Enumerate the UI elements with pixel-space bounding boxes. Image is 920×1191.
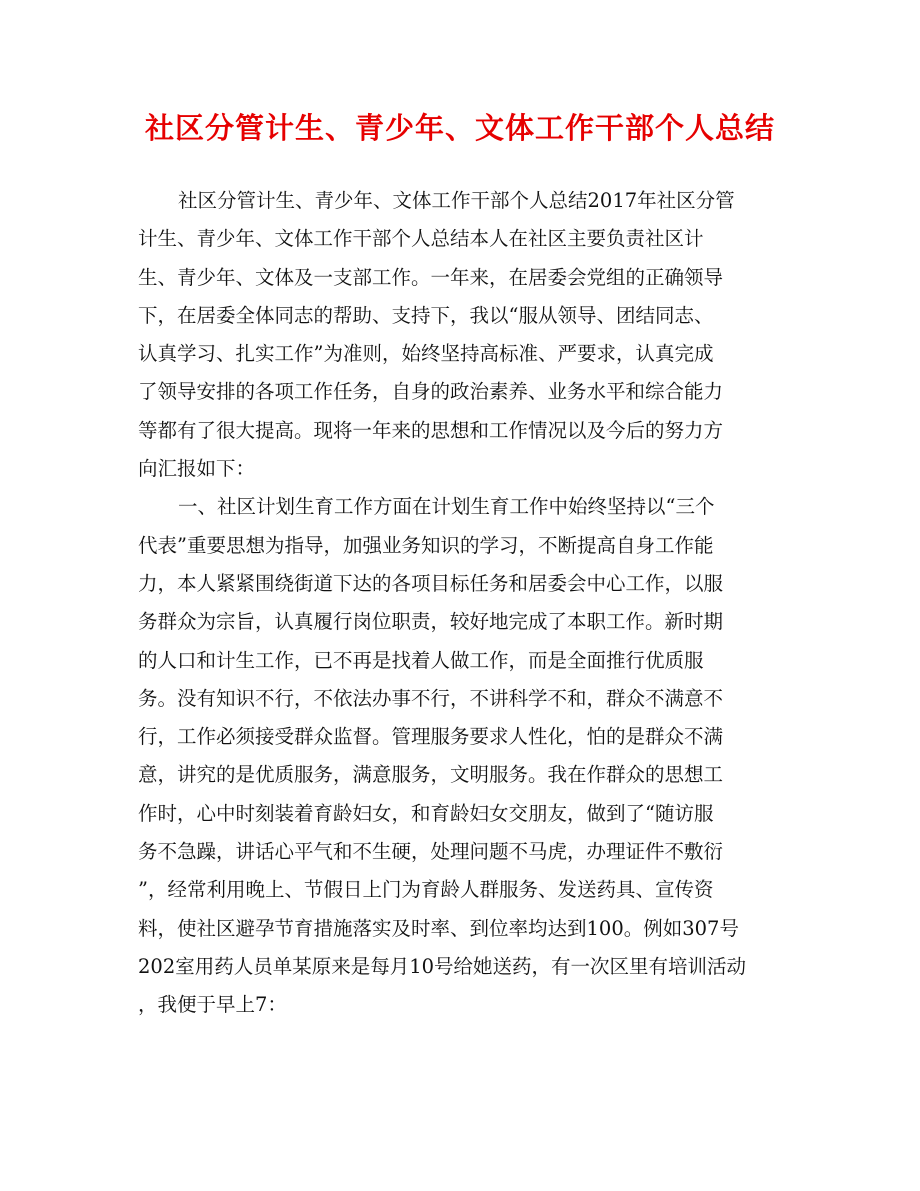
paragraph-line: 等都有了很大提高。现将一年来的思想和工作情况以及今后的努力方 <box>138 418 724 442</box>
paragraph-line: ”，经常利用晚上、节假日上门为育龄人群服务、发送药具、宣传资 <box>138 878 714 902</box>
document-title: 社区分管计生、青少年、文体工作干部个人总结 <box>144 111 775 145</box>
paragraph-line: 一、社区计划生育工作方面在计划生育工作中始终坚持以“三个 <box>178 495 715 519</box>
paragraph-line: 行，工作必须接受群众监督。管理服务要求人性化，怕的是群众不满 <box>138 725 724 749</box>
paragraph-line: 务不急躁，讲话心平气和不生硬，处理问题不马虎，办理证件不敷衍 <box>138 840 724 864</box>
paragraph-line: 生、青少年、文体及一支部工作。一年来，在居委会党组的正确领导 <box>138 265 724 289</box>
paragraph-line: 社区分管计生、青少年、文体工作干部个人总结2017年社区分管 <box>178 189 735 212</box>
paragraph-line: 料，使社区避孕节育措施落实及时率、到位率均达到100。例如307号 <box>138 916 739 940</box>
paragraph-line: 的人口和计生工作，已不再是找着人做工作，而是全面推行优质服 <box>138 648 704 672</box>
paragraph-line: 下，在居委全体同志的帮助、支持下，我以“服从领导、团结同志、 <box>138 303 714 327</box>
paragraph-line: 务。没有知识不行，不依法办事不行，不讲科学不和，群众不满意不 <box>138 686 724 710</box>
paragraph-line: 认真学习、扎实工作”为准则，始终坚持高标准、严要求，认真完成 <box>138 342 714 366</box>
paragraph-line: 代表”重要思想为指导，加强业务知识的学习，不断提高自身工作能 <box>138 533 714 557</box>
paragraph-line: 202室用药人员单某原来是每月10号给她送药，有一次区里有培训活动 <box>138 954 747 978</box>
paragraph-line: 力，本人紧紧围绕街道下达的各项目标任务和居委会中心工作，以服 <box>138 571 724 595</box>
paragraph-line: 务群众为宗旨，认真履行岗位职责，较好地完成了本职工作。新时期 <box>138 610 724 634</box>
document-body <box>138 182 788 1025</box>
paragraph-line: 向汇报如下： <box>138 457 256 481</box>
paragraph-line: 意，讲究的是优质服务，满意服务，文明服务。我在作群众的思想工 <box>138 763 724 787</box>
paragraph-line: 计生、青少年、文体工作干部个人总结本人在社区主要负责社区计 <box>138 227 704 251</box>
paragraph-line: 了领导安排的各项工作任务，自身的政治素养、业务水平和综合能力 <box>138 380 724 404</box>
paragraph-line: 作时，心中时刻装着育龄妇女，和育龄妇女交朋友，做到了“随访服 <box>138 801 714 825</box>
paragraph-line: ，我便于早上7： <box>138 993 287 1017</box>
